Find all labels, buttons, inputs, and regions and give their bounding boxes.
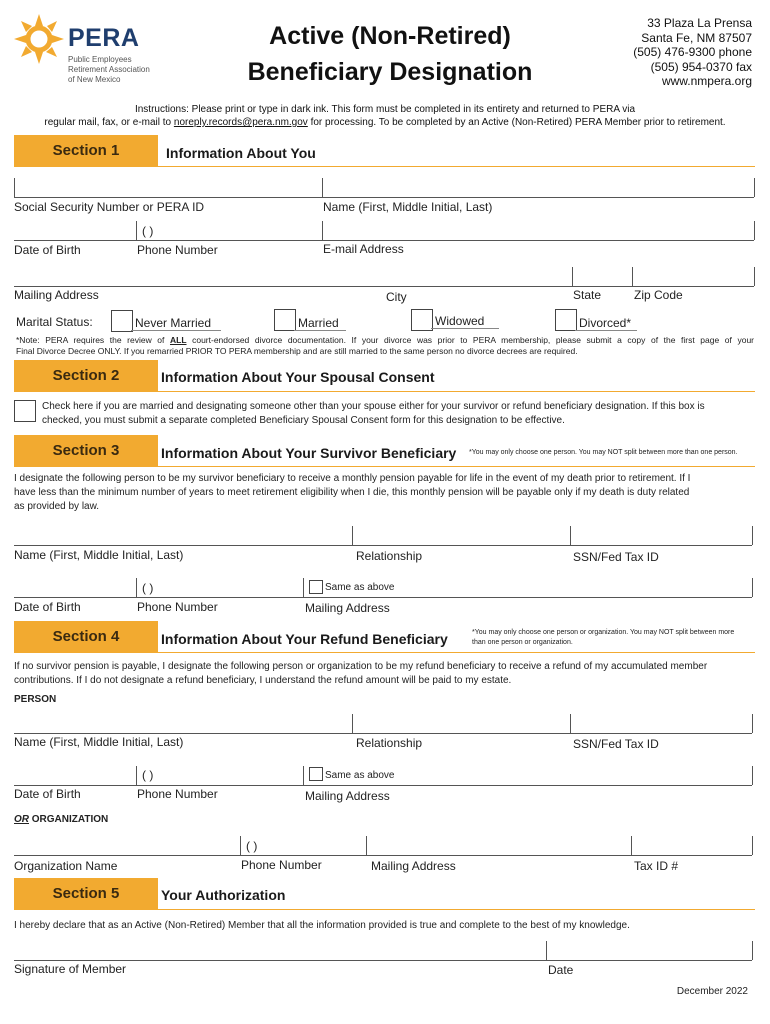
sun-logo-icon bbox=[12, 12, 66, 66]
survivor-para-1: I designate the following person to be my survivor beneficiary to receive a monthly pension payable for life in the event of my death prior to retirement. If I bbox=[14, 473, 691, 484]
logo-subtitle-3: of New Mexico bbox=[68, 75, 121, 84]
refund-same-as-above-label: Same as above bbox=[325, 770, 395, 781]
divorce-note-line2: Final Divorce Decree ONLY. If you remarried PRIOR TO PERA membership and are still married to the same person no divorce decrees are required. bbox=[16, 346, 578, 356]
divorced-checkbox[interactable] bbox=[555, 309, 577, 331]
tax-id-input[interactable] bbox=[632, 836, 751, 855]
field-divider bbox=[303, 766, 304, 785]
field-line bbox=[14, 733, 752, 734]
marital-status-label: Marital Status: bbox=[16, 315, 93, 329]
signature-date-label: Date bbox=[548, 963, 574, 977]
declaration-text: I hereby declare that as an Active (Non-Retired) Member that all the information provided is true and complete to the best of my knowledge. bbox=[14, 920, 630, 931]
survivor-ssn-input[interactable] bbox=[571, 526, 751, 545]
instructions-text: for processing. To be completed by an Active (Non-Retired) PERA Member prior to retirement. bbox=[307, 117, 726, 128]
option-underline bbox=[575, 330, 637, 331]
mailing-address-input[interactable] bbox=[15, 267, 571, 286]
address-line: Santa Fe, NM 87507 bbox=[641, 30, 752, 45]
widowed-label: Widowed bbox=[435, 314, 485, 328]
zip-label: Zip Code bbox=[634, 288, 683, 302]
section5-title: Your Authorization bbox=[161, 887, 286, 903]
field-line bbox=[14, 240, 754, 241]
zip-input[interactable] bbox=[633, 267, 753, 286]
section4-tab: Section 4 bbox=[14, 621, 158, 653]
spousal-consent-checkbox[interactable] bbox=[14, 400, 36, 422]
logo-subtitle-1: Public Employees bbox=[68, 55, 132, 64]
survivor-ssn-label: SSN/Fed Tax ID bbox=[573, 550, 659, 564]
field-line bbox=[14, 545, 752, 546]
agency-address bbox=[580, 16, 752, 89]
address-line: 33 Plaza La Prensa bbox=[647, 16, 752, 30]
divorce-note-line1 bbox=[16, 335, 754, 345]
signature-label: Signature of Member bbox=[14, 962, 127, 976]
phone-area-code[interactable]: ( ) bbox=[142, 224, 154, 238]
survivor-dob-label: Date of Birth bbox=[14, 600, 81, 614]
field-line bbox=[14, 286, 754, 287]
refund-phone-area-code[interactable]: ( ) bbox=[142, 768, 154, 782]
logo-subtitle-2: Retirement Association bbox=[68, 65, 150, 74]
logo-text: PERA bbox=[68, 24, 140, 52]
field-line bbox=[14, 855, 752, 856]
note-emphasis: ALL bbox=[169, 335, 187, 345]
mailing-address-label: Mailing Address bbox=[14, 288, 99, 302]
field-line bbox=[14, 197, 754, 198]
section2-title: Information About Your Spousal Consent bbox=[161, 369, 435, 385]
refund-same-as-above-checkbox[interactable] bbox=[309, 767, 323, 781]
survivor-same-as-above-label: Same as above bbox=[325, 582, 395, 593]
refund-phone-label: Phone Number bbox=[137, 787, 218, 801]
refund-ssn-input[interactable] bbox=[571, 714, 751, 733]
state-input[interactable] bbox=[573, 267, 631, 286]
field-divider bbox=[136, 766, 137, 785]
widowed-checkbox[interactable] bbox=[411, 309, 433, 331]
section4-note-2: than one person or organization. bbox=[472, 639, 573, 646]
section3-note: *You may only choose one person. You may NOT split between more than one person. bbox=[469, 449, 738, 456]
field-line bbox=[14, 597, 752, 598]
city-label: City bbox=[386, 290, 407, 304]
survivor-phone-label: Phone Number bbox=[137, 600, 218, 614]
field-divider bbox=[136, 221, 137, 240]
survivor-mailing-label: Mailing Address bbox=[305, 601, 390, 615]
dob-label: Date of Birth bbox=[14, 243, 81, 257]
option-underline bbox=[131, 330, 221, 331]
section3-rule bbox=[158, 466, 755, 467]
spousal-consent-text-1: Check here if you are married and designating someone other than your spouse either for your survivor or refund beneficiary designation. If this box is bbox=[42, 401, 705, 412]
section1-rule bbox=[158, 166, 755, 167]
survivor-para-2: have less than the minimum number of years to meet retirement eligibility when I die, this monthly pension will be payable only if my death is duty related bbox=[14, 487, 690, 498]
email-label: E-mail Address bbox=[323, 242, 404, 256]
spousal-consent-text-2: checked, you must submit a separate completed Beneficiary Spousal Consent form for this designation to be effective. bbox=[42, 415, 565, 426]
survivor-relationship-label: Relationship bbox=[356, 549, 423, 563]
section4-note-1: *You may only choose one person or organization. You may NOT split between more bbox=[472, 629, 735, 636]
fax-line: (505) 954-0370 fax bbox=[650, 59, 752, 74]
never-married-label: Never Married bbox=[135, 316, 212, 330]
survivor-same-as-above-checkbox[interactable] bbox=[309, 580, 323, 594]
survivor-para-3: as provided by law. bbox=[14, 501, 100, 512]
phone-line: (505) 476-9300 phone bbox=[633, 45, 752, 59]
field-line bbox=[14, 960, 752, 961]
married-label: Married bbox=[298, 316, 339, 330]
field-divider bbox=[240, 836, 241, 855]
section1-title: Information About You bbox=[166, 145, 316, 161]
section2-rule bbox=[158, 391, 755, 392]
section2-tab: Section 2 bbox=[14, 360, 158, 392]
never-married-checkbox[interactable] bbox=[111, 310, 133, 332]
section5-tab: Section 5 bbox=[14, 878, 158, 910]
section3-tab: Section 3 bbox=[14, 435, 158, 467]
instructions-line2 bbox=[0, 117, 770, 128]
phone-label: Phone Number bbox=[137, 243, 218, 257]
organization-heading-text: ORGANIZATION bbox=[29, 814, 109, 825]
email-input[interactable] bbox=[323, 221, 753, 240]
refund-dob-input[interactable] bbox=[15, 766, 135, 785]
survivor-dob-input[interactable] bbox=[15, 578, 135, 597]
divorced-label: Divorced* bbox=[579, 316, 632, 330]
section3-title: Information About Your Survivor Beneficiary bbox=[161, 445, 457, 461]
refund-relationship-label: Relationship bbox=[356, 736, 423, 750]
email-link[interactable]: noreply.records@pera.nm.gov bbox=[173, 117, 308, 128]
field-line bbox=[14, 785, 752, 786]
refund-name-input[interactable] bbox=[15, 714, 351, 733]
refund-para-1: If no survivor pension is payable, I designate the following person or organization to be my refund beneficiary to receive a refund of my accumulated member bbox=[14, 661, 708, 672]
survivor-name-input[interactable] bbox=[15, 526, 351, 545]
section1-tab: Section 1 bbox=[14, 135, 158, 167]
field-divider bbox=[303, 578, 304, 597]
section5-rule bbox=[158, 909, 755, 910]
refund-relationship-input[interactable] bbox=[353, 714, 569, 733]
note-text: court-endorsed divorce documentation. If your divorce was prior to PERA membership, please submit a copy of the first page of your bbox=[186, 335, 755, 345]
field-divider bbox=[752, 941, 753, 960]
option-underline bbox=[431, 328, 499, 329]
refund-name-label: Name (First, Middle Initial, Last) bbox=[14, 735, 184, 749]
instructions-line1: Instructions: Please print or type in dark ink. This form must be completed in its entirety and returned to PERA via bbox=[134, 104, 636, 115]
survivor-name-label: Name (First, Middle Initial, Last) bbox=[14, 548, 184, 562]
ssn-label: Social Security Number or PERA ID bbox=[14, 200, 205, 214]
member-name-label: Name (First, Middle Initial, Last) bbox=[323, 200, 493, 214]
refund-dob-label: Date of Birth bbox=[14, 787, 81, 801]
organization-mailing-label: Mailing Address bbox=[371, 859, 456, 873]
revision-date: December 2022 bbox=[676, 986, 748, 997]
member-name-input[interactable] bbox=[323, 178, 753, 197]
survivor-phone-area-code[interactable]: ( ) bbox=[142, 581, 154, 595]
instructions-text: regular mail, fax, or e-mail to bbox=[44, 117, 174, 128]
refund-ssn-label: SSN/Fed Tax ID bbox=[573, 737, 659, 751]
note-text: *Note: PERA requires the review of bbox=[16, 335, 170, 345]
person-heading: PERSON bbox=[14, 694, 57, 705]
organization-mailing-input[interactable] bbox=[367, 836, 630, 855]
refund-mailing-label: Mailing Address bbox=[305, 789, 390, 803]
field-divider bbox=[754, 178, 755, 197]
website-link[interactable]: www.nmpera.org bbox=[661, 74, 752, 88]
field-divider bbox=[752, 714, 753, 733]
form-title-line2: Beneficiary Designation bbox=[247, 58, 533, 86]
section4-rule bbox=[158, 652, 755, 653]
signature-date-input[interactable] bbox=[547, 941, 751, 960]
form-title-line1: Active (Non-Retired) bbox=[269, 22, 511, 50]
field-divider bbox=[136, 578, 137, 597]
tax-id-label: Tax ID # bbox=[634, 859, 679, 873]
field-divider bbox=[754, 221, 755, 240]
organization-name-label: Organization Name bbox=[14, 859, 118, 873]
refund-para-2: contributions. If I do not designate a refund beneficiary, I understand the refund amount will be paid to my estate. bbox=[14, 675, 512, 686]
state-label: State bbox=[573, 288, 602, 302]
organization-phone-label: Phone Number bbox=[241, 858, 322, 872]
pera-logo bbox=[12, 12, 162, 92]
section4-title: Information About Your Refund Beneficiary bbox=[161, 631, 448, 647]
survivor-relationship-input[interactable] bbox=[353, 526, 569, 545]
field-divider bbox=[752, 526, 753, 545]
or-text: OR bbox=[14, 814, 29, 825]
ssn-input[interactable] bbox=[15, 178, 321, 197]
dob-input[interactable] bbox=[15, 221, 135, 240]
field-divider bbox=[752, 766, 753, 785]
field-divider bbox=[754, 267, 755, 286]
option-underline bbox=[294, 330, 346, 331]
signature-input[interactable] bbox=[15, 941, 545, 960]
organization-name-input[interactable] bbox=[15, 836, 239, 855]
organization-heading bbox=[14, 814, 108, 825]
married-checkbox[interactable] bbox=[274, 309, 296, 331]
field-divider bbox=[752, 836, 753, 855]
organization-phone-area-code[interactable]: ( ) bbox=[246, 839, 258, 853]
field-divider bbox=[752, 578, 753, 597]
